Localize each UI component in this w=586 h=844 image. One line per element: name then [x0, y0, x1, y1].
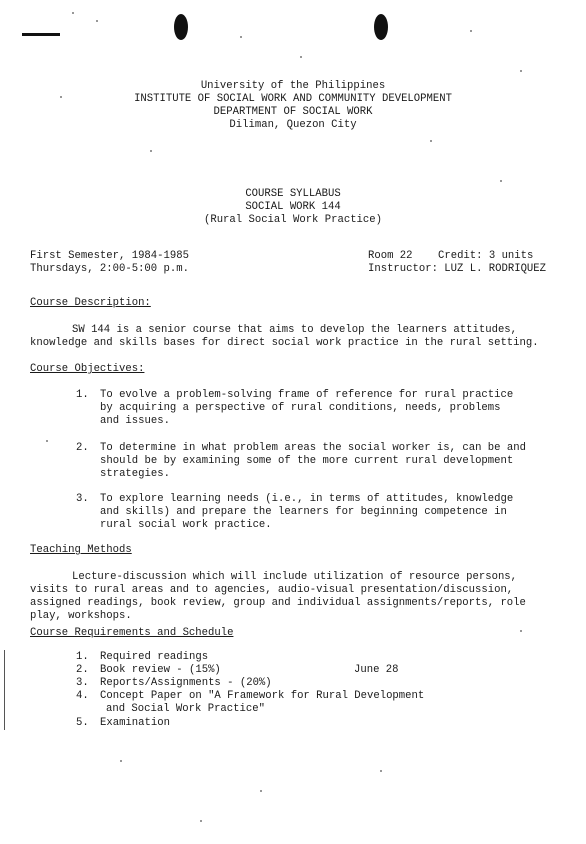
requirement-number: 5.	[76, 717, 89, 729]
credit: Credit: 3 units	[438, 250, 534, 262]
objective-number: 3.	[76, 493, 89, 505]
semester: First Semester, 1984-1985	[30, 250, 189, 262]
university-name: University of the Philippines	[200, 80, 386, 92]
objective-line: To determine in what problem areas the social worker is, can be and	[100, 442, 526, 454]
requirement-text: Reports/Assignments - (20%)	[100, 677, 272, 689]
requirements-heading: Course Requirements and Schedule	[30, 627, 234, 639]
objective-line: To evolve a problem-solving frame of reference for rural practice	[100, 389, 514, 401]
scan-mark	[22, 33, 60, 36]
objective-number: 2.	[76, 442, 89, 454]
instructor: Instructor: LUZ L. RODRIQUEZ	[368, 263, 547, 275]
methods-line-1: Lecture-discussion which will include utilization of resource persons,	[72, 571, 518, 583]
objective-line: and issues.	[100, 415, 170, 427]
methods-line-3: assigned readings, book review, group and individual assignments/reports, role	[30, 597, 526, 609]
room: Room 22	[368, 250, 413, 262]
objective-line: should be by examining some of the more current rural development	[100, 455, 514, 467]
objective-line: strategies.	[100, 468, 170, 480]
objectives-heading: Course Objectives:	[30, 363, 145, 375]
margin-line	[4, 650, 5, 730]
requirement-text: Required readings	[100, 651, 209, 663]
punch-hole-right	[374, 14, 388, 40]
requirement-number: 1.	[76, 651, 89, 663]
objective-line: rural social work practice.	[100, 519, 272, 531]
objective-line: To explore learning needs (i.e., in terms of attitudes, knowledge	[100, 493, 514, 505]
description-line-2: knowledge and skills bases for direct social work practice in the rural setting.	[30, 337, 539, 349]
course-name: (Rural Social Work Practice)	[203, 214, 382, 226]
department-name: DEPARTMENT OF SOCIAL WORK	[213, 106, 373, 118]
schedule: Thursdays, 2:00-5:00 p.m.	[30, 263, 189, 275]
location: Diliman, Quezon City	[229, 119, 357, 131]
punch-hole-left	[174, 14, 188, 40]
methods-line-2: visits to rural areas and to agencies, audio-visual presentation/discussion,	[30, 584, 514, 596]
course-code: SOCIAL WORK 144	[245, 201, 341, 213]
objective-number: 1.	[76, 389, 89, 401]
requirement-text: Concept Paper on "A Framework for Rural Development	[100, 690, 425, 702]
description-heading: Course Description:	[30, 297, 151, 309]
requirement-number: 4.	[76, 690, 89, 702]
objective-line: and skills) and prepare the learners for beginning competence in	[100, 506, 507, 518]
requirement-text: Book review - (15%)	[100, 664, 221, 676]
requirement-number: 3.	[76, 677, 89, 689]
requirement-number: 2.	[76, 664, 89, 676]
description-line-1: SW 144 is a senior course that aims to develop the learners attitudes,	[72, 324, 518, 336]
requirement-text: and Social Work Practice"	[106, 703, 265, 715]
requirement-date: June 28	[354, 664, 399, 676]
institute-name: INSTITUTE OF SOCIAL WORK AND COMMUNITY DEVELOPMENT	[134, 93, 452, 105]
requirement-text: Examination	[100, 717, 170, 729]
methods-heading: Teaching Methods	[30, 544, 132, 556]
syllabus-title: COURSE SYLLABUS	[245, 188, 341, 200]
methods-line-4: play, workshops.	[30, 610, 132, 622]
objective-line: by acquiring a perspective of rural conditions, needs, problems	[100, 402, 501, 414]
